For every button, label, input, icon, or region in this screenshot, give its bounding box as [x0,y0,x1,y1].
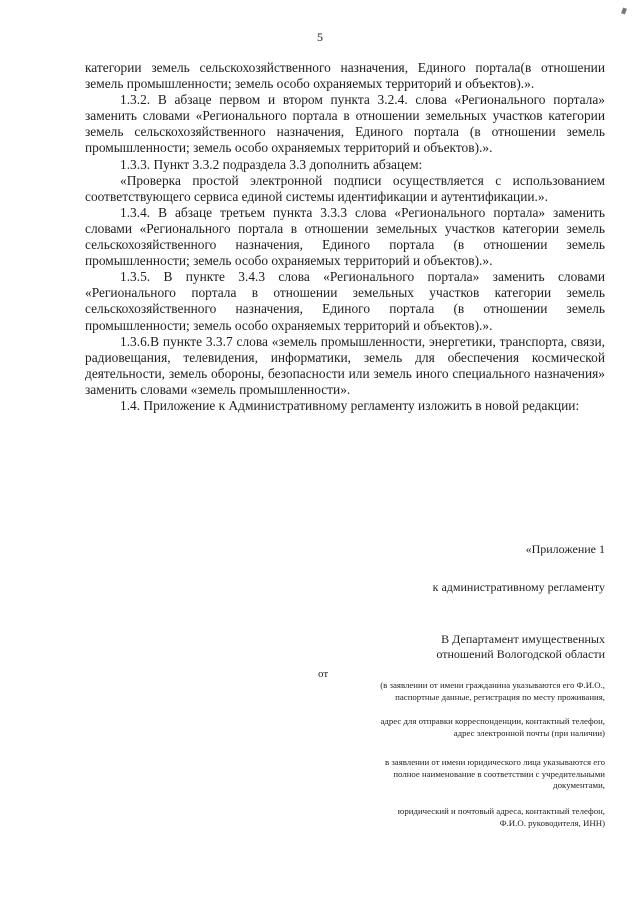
hint-line: полное наименование в соответствии с учредительными [393,768,605,779]
appendix-subtitle: к административному регламенту [432,580,605,594]
hint-line: в заявлении от имени юридического лица указываются его [384,757,605,767]
paragraph-1-3-4: 1.3.4. В абзаце третьем пункта 3.3.3 слова «Регионального портала» заменить словами «Регионального портала в отношении земельных участков категории земель сельскохозяйственного назначения, Единого портала (в отношении земель промышленности; земель особо охраняемых территорий и объектов).». [85,204,605,269]
addressee-line: отношений Вологодской области [436,647,605,661]
paragraph-1-3-6: 1.3.6.В пункте 3.3.7 слова «земель промышленности, энергетики, транспорта, связи, радиовещания, телевидения, информатики, земель для обеспечения космической деятельности, земель обороны, безопасности или земель иного специального назначения» заменить словами «земель промышленности». [85,333,605,397]
addressee-block [436,632,605,662]
hint-line: документами, [553,780,605,790]
hint-line: адрес электронной почты (при наличии) [453,727,605,738]
paragraph-1: категории земель сельскохозяйственного назначения, Единого портала(в отношении земель промышленности; земель особо охраняемых территорий и объектов).». [85,60,605,92]
hint-line: (в заявлении от имени гражданина указываются его Ф.И.О., [380,680,605,690]
appendix-label: «Приложение 1 [525,542,605,556]
paragraph-1-3-2: 1.3.2. В абзаце первом и втором пункта 3.2.4. слова «Регионального портала» заменить словами «Регионального портала в отношении земельных участков категории земель сельскохозяйственного назначения, Единого портала (в отношении земель промышленности; земель особо охраняемых территорий и объектов).». [85,92,605,156]
applicant-hint-contacts [325,716,605,739]
applicant-hint-citizen [325,680,605,703]
page-number: 5 [317,30,323,44]
hint-line: паспортные данные, регистрация по месту проживания, [395,691,605,702]
hint-line: Ф.И.О. руководителя, ИНН) [499,817,605,828]
scan-artifact [621,7,627,14]
paragraph-1-4: 1.4. Приложение к Административному регламенту изложить в новой редакции: [120,397,580,413]
body-text [85,60,605,414]
hint-line: юридический и почтовый адреса, контактный телефон, [397,806,605,816]
paragraph-1-3-3: 1.3.3. Пункт 3.3.2 подраздела 3.3 дополнить абзацем: [120,156,423,172]
paragraph-1-3-5: 1.3.5. В пункте 3.4.3 слова «Регионального портала» заменить словами «Регионального портала в отношении земельных участков категории земель сельскохозяйственного назначения, Единого портала (в отношении земель промышленности; земель особо охраняемых территорий и объектов).». [85,269,605,333]
paragraph-signature-check: «Проверка простой электронной подписи осуществляется с использованием соответствующего сервиса единой системы идентификации и аутентификации.». [85,172,605,204]
from-label: от [318,668,329,680]
hint-line: адрес для отправки корреспонденции, контактный телефон, [380,716,605,726]
applicant-hint-legal-entity [325,757,605,792]
addressee-line: В Департамент имущественных [441,632,605,646]
applicant-hint-addresses [325,806,605,829]
